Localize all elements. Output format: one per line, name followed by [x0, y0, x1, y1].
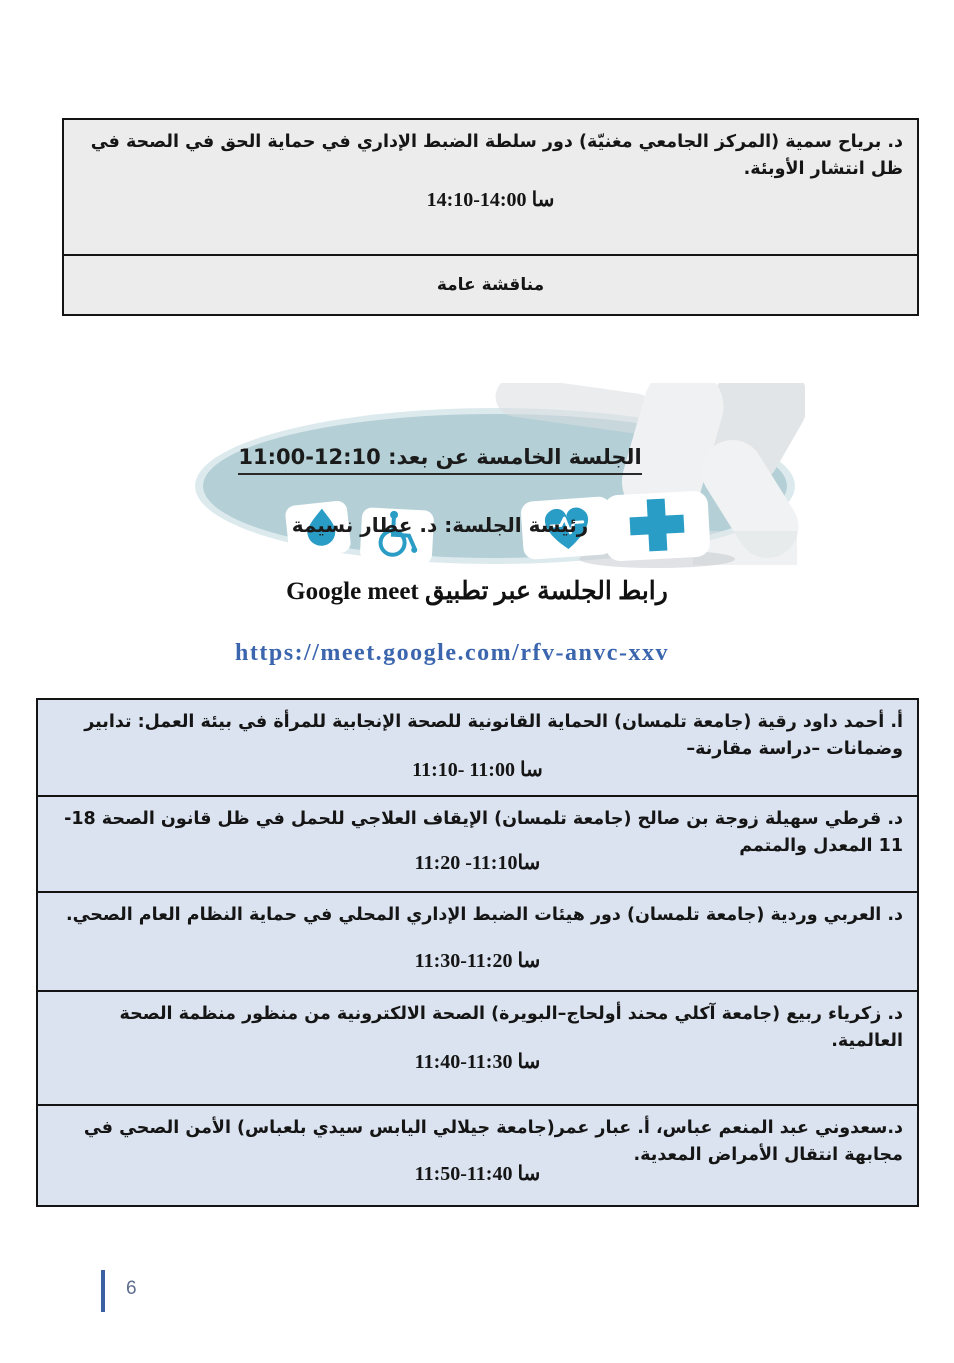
session-time: 11:50-11:40 سا	[414, 1163, 541, 1185]
session-title-text: الجلسة الخامسة عن بعد: 12:10-11:00	[238, 445, 641, 475]
general-discussion-row	[64, 254, 917, 314]
session-time: 11:20 -11:10سا	[414, 852, 541, 874]
session-title	[205, 445, 675, 469]
discussion-table	[62, 118, 919, 316]
table-row	[38, 795, 917, 891]
general-discussion-label: مناقشة عامة	[436, 275, 545, 295]
health-illustration	[195, 383, 805, 575]
meet-caption: رابط الجلسة عبر تطبيق Google meet	[286, 578, 668, 605]
meet-link[interactable]: https://meet.google.com/rfv-anvc-xxv	[235, 640, 669, 666]
paper-title: د. قرطي سهيلة زوجة بن صالح (جامعة تلمسان) الإيقاف العلاجي للحمل في ظل قانون الصحة 18-11 المعدل والمتمم	[64, 809, 903, 857]
page-number: 6	[126, 1278, 137, 1299]
table-row	[38, 700, 917, 795]
paper-title: أ. أحمد داود رقية (جامعة تلمسان) الحماية القانونية للصحة الإنجابية للمرأة في بيئة العمل: تدابير وضمانات –دراسة مقارنة–	[84, 712, 903, 760]
table-row	[38, 990, 917, 1104]
table-row	[38, 891, 917, 990]
table-row	[64, 120, 917, 254]
session-time: 11:40-11:30 سا	[414, 1051, 541, 1073]
paper-title: د. برياح سمية (المركز الجامعي مغنيّة) دور سلطة الضبط الإداري في حماية الحق في الصحة في ظل انتشار الأوبئة.	[90, 132, 903, 180]
paper-title: د. العربي وردية (جامعة تلمسان) دور هيئات الضبط الإداري المحلي في حماية النظام العام الصحي.	[65, 905, 903, 925]
session-time: 11:10- 11:00 سا	[412, 759, 543, 781]
paper-title: د.سعدوني عبد المنعم عباس، أ. عبار عمر(جامعة جيلالي اليابس سيدي بلعباس) الأمن الصحي في مجابهة انتقال الأمراض المعدية.	[83, 1118, 903, 1166]
session-chair: رئيسة الجلسة: د. عطار نسيمة	[291, 513, 589, 537]
sessions-table	[36, 698, 919, 1207]
table-row	[38, 1104, 917, 1201]
session-time: 11:30-11:20 سا	[414, 950, 541, 972]
page-number-bar	[101, 1270, 105, 1312]
paper-title: د. زكرياء ربيع (جامعة آكلي محند أولحاج–البويرة) الصحة الالكترونية من منظور منظمة الصحة العالمية.	[119, 1004, 903, 1052]
session-time: 14:10-14:00 سا	[426, 189, 555, 211]
meet-link-line	[0, 640, 929, 667]
session-banner	[195, 383, 805, 575]
